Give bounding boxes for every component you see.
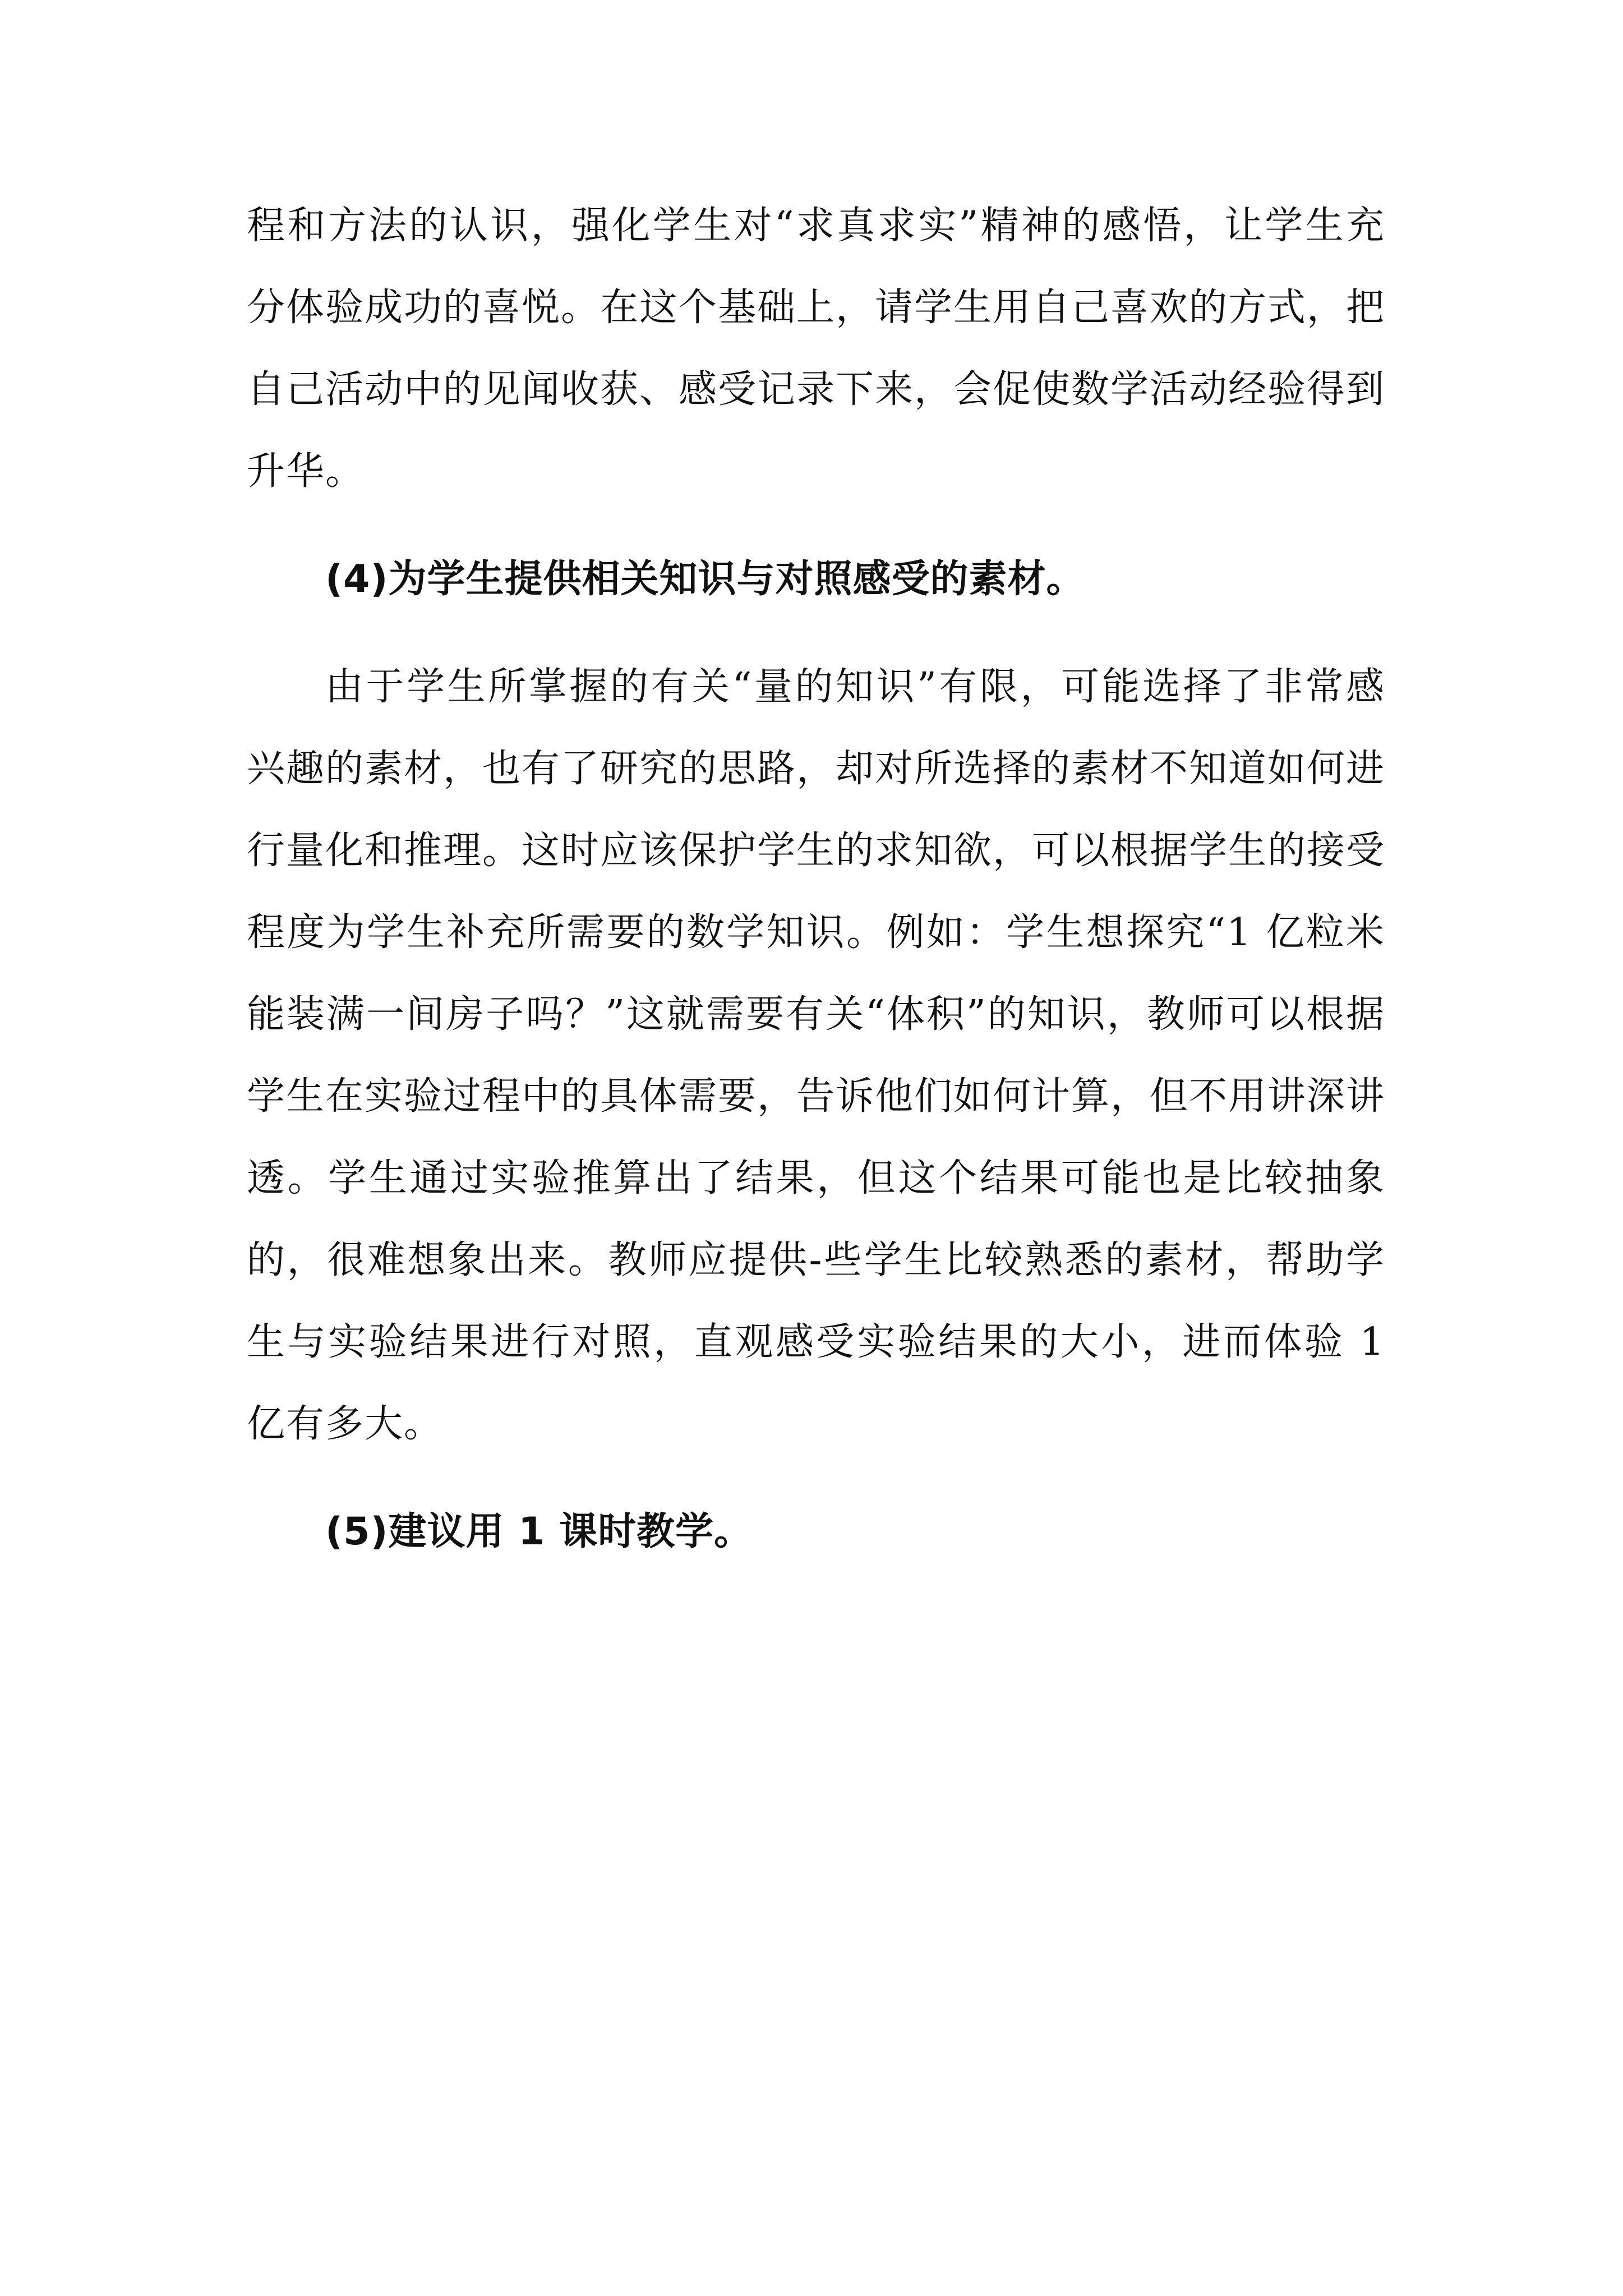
document-body (247, 185, 1385, 1573)
section-heading-4: (4)为学生提供相关知识与对照感受的素材。 (325, 557, 1085, 601)
section-heading-5: (5)建议用 1 课时教学。 (325, 1510, 753, 1554)
paragraph-continuation: 程和方法的认识，强化学生对“求真求实”精神的感悟，让学生充分体验成功的喜悦。在这个基础上，请学生用自己喜欢的方式，把自己活动中的见闻收获、感受记录下来，会促使数学活动经验得到升华。 (247, 204, 1386, 494)
paragraph-body: 由于学生所掌握的有关“量的知识”有限，可能选择了非常感兴趣的素材，也有了研究的思路，却对所选择的素材不知道如何进行量化和推理。这时应该保护学生的求知欲，可以根据学生的接受程度为学生补充所需要的数学知识。例如：学生想探究“1 亿粒米能装满一间房子吗？”这就需要有关“体积”的知识，教师可以根据学生在实验过程中的具体需要，告诉他们如何计算，但不用讲深讲透。学生通过实验推算出了结果，但这个结果可能也是比较抽象的，很难想象出来。教师应提供-些学生比较熟悉的素材，帮助学生与实验结果进行对照，直观感受实验结果的大小，进而体验 1 亿有多大。 (247, 665, 1386, 1446)
